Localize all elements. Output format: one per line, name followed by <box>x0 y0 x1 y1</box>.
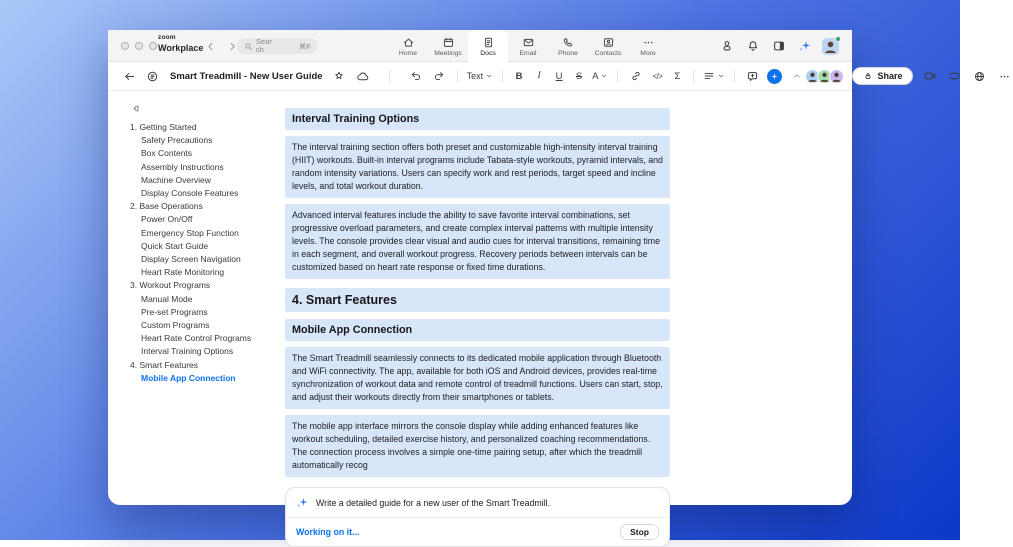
star-icon <box>333 70 345 82</box>
tab-phone[interactable]: Phone <box>548 30 588 62</box>
align-dropdown[interactable] <box>703 70 725 82</box>
code-button[interactable]: </> <box>652 71 663 81</box>
ai-companion-panel <box>285 487 670 547</box>
chevron-right-icon <box>227 41 238 52</box>
more-dots-icon <box>642 36 655 49</box>
font-color-dropdown[interactable]: A <box>592 71 608 82</box>
outline-sidebar <box>108 91 285 505</box>
global-search-input[interactable] <box>237 38 318 54</box>
brand-workplace-label: Workplace <box>158 42 204 53</box>
cloud-saved-button[interactable] <box>354 67 371 85</box>
share-button[interactable]: Share <box>852 67 913 85</box>
notifications-button[interactable] <box>744 37 761 55</box>
brand-zoom-label: zoom <box>158 34 176 41</box>
sidebar-item[interactable]: Mobile App Connection <box>141 372 236 383</box>
chevron-down-icon <box>485 72 493 80</box>
sidebar-item[interactable]: Display Console Features <box>141 188 239 199</box>
toolbar-right-group <box>805 67 1013 85</box>
insert-link-button[interactable] <box>627 67 644 85</box>
panel-toggle-icon <box>772 39 786 53</box>
sidebar-item[interactable]: Emergency Stop Function <box>141 227 239 238</box>
toolbar-separator <box>693 70 694 83</box>
ai-companion-button[interactable] <box>796 37 813 55</box>
ai-status-row <box>286 518 669 546</box>
doc-block-h2[interactable]: 4. Smart Features <box>285 288 670 312</box>
window-controls <box>121 42 157 50</box>
toolbar-separator <box>617 70 618 83</box>
sidebar-item[interactable]: Safety Precautions <box>141 135 213 146</box>
tab-docs[interactable]: Docs <box>468 30 508 62</box>
search-icon <box>244 42 253 51</box>
sidebar-item[interactable]: Box Contents <box>141 148 193 159</box>
collapse-panel-icon <box>130 103 141 114</box>
cloud-icon <box>356 70 369 83</box>
lock-icon <box>863 71 873 81</box>
search-shortcut: ⌘F <box>298 41 311 51</box>
redo-icon <box>433 70 445 82</box>
docs-app-icon <box>146 70 159 83</box>
title-bar <box>108 30 852 62</box>
back-button[interactable] <box>121 67 138 85</box>
bold-button[interactable]: B <box>515 70 523 82</box>
language-button[interactable] <box>971 67 988 85</box>
search-placeholder: Search <box>256 37 272 54</box>
calendar-icon <box>442 36 455 49</box>
ai-star-icon <box>770 72 779 81</box>
add-comment-button[interactable] <box>744 67 761 85</box>
sidebar-item[interactable]: Pre-set Programs <box>141 306 208 317</box>
sidebar-item[interactable]: 1. Getting Started <box>130 122 197 132</box>
doc-block-p[interactable]: The interval training section offers both preset and customizable high-intensity interval training (HIIT) workouts. Built-in interval programs include Tabata-style workouts, pyramid intervals, and random intensity variations. Users can specify work and rest periods, target speed and incline levels, and total workout duration. <box>285 136 670 198</box>
arrow-left-icon <box>123 70 136 83</box>
sidebar-item[interactable]: Heart Rate Control Programs <box>141 333 252 344</box>
tab-meetings[interactable]: Meetings <box>428 30 468 62</box>
globe-icon <box>973 70 986 83</box>
app-window <box>108 30 903 538</box>
doc-block-p[interactable]: The Smart Treadmill seamlessly connects to its dedicated mobile application through Bluetooth and WiFi connectivity. The app, available for both iOS and Android devices, provides real-time synchronization of workout data and remote control of treadmill functions. Users can start, stop, and adjust their workouts directly from their smartphones or tablets. <box>285 347 670 409</box>
document-icon <box>482 36 495 49</box>
sidebar-item[interactable]: 4. Smart Features <box>130 359 199 370</box>
toolbar-separator <box>502 70 503 83</box>
online-status-dot <box>835 36 841 42</box>
italic-button[interactable]: I <box>537 71 541 81</box>
underline-button[interactable]: U <box>555 70 563 82</box>
minimize-window-button[interactable] <box>135 42 143 50</box>
sidebar-item[interactable]: Assembly Instructions <box>141 161 224 172</box>
collapse-toolbar-button[interactable] <box>788 67 805 85</box>
more-options-button[interactable] <box>996 67 1013 85</box>
tab-email[interactable]: Email <box>508 30 548 62</box>
doc-blocks <box>285 108 670 477</box>
doc-block-p[interactable]: Advanced interval features include the ability to save favorite interval combinations, set progressive overload parameters, and create complex interval patterns with multiple intensity levels. The console provides clear visual and audio cues for interval transitions, remaining time in each segment, and overall workout progress. Recovery periods between intervals can be customized based on heart rate response or fixed time durations. <box>285 204 670 279</box>
align-left-icon <box>703 70 715 82</box>
chevron-down-icon <box>717 72 725 80</box>
tab-more[interactable]: More <box>628 30 668 62</box>
doc-block-h3[interactable]: Interval Training Options <box>285 108 670 130</box>
app-nav-tabs <box>388 30 668 62</box>
app-logo <box>158 35 203 53</box>
undo-button[interactable] <box>408 67 425 85</box>
envelope-icon <box>522 36 535 49</box>
sidebar-item[interactable]: Machine Overview <box>141 174 211 185</box>
ai-sparkle-icon <box>296 496 309 509</box>
ai-status-text: Working on it... <box>296 527 360 538</box>
sidebar-item[interactable]: Custom Programs <box>141 320 210 331</box>
favorite-button[interactable] <box>331 67 348 85</box>
chevron-up-icon <box>792 71 802 81</box>
document-toolbar <box>108 62 903 91</box>
history-back-button[interactable] <box>203 39 217 53</box>
equation-button[interactable]: Σ <box>674 70 681 82</box>
toolbar-separator <box>734 70 735 83</box>
collaborator-avatar[interactable] <box>829 69 844 84</box>
ai-sparkle-icon <box>798 39 812 53</box>
document-canvas[interactable] <box>285 91 670 538</box>
sidebar-item[interactable]: Heart Rate Monitoring <box>141 267 225 278</box>
strikethrough-button[interactable]: S <box>575 70 583 82</box>
assistant-button[interactable] <box>718 37 735 55</box>
toolbar-separator <box>457 70 458 83</box>
video-camera-icon <box>923 69 937 83</box>
toolbar-separator <box>389 70 390 83</box>
zoom-window-button[interactable] <box>149 42 157 50</box>
chat-button[interactable] <box>946 67 963 85</box>
chevron-left-icon <box>205 41 216 52</box>
collaborator-avatars <box>805 69 844 84</box>
sidebar-item[interactable]: 3. Workout Programs <box>130 280 211 291</box>
doc-block-h3[interactable]: Mobile App Connection <box>285 319 670 341</box>
more-dots-icon <box>998 70 1011 83</box>
contacts-icon <box>602 36 615 49</box>
bell-icon <box>746 39 760 53</box>
assistant-icon <box>720 39 734 53</box>
home-icon <box>402 36 415 49</box>
sidebar-outline <box>130 121 279 385</box>
undo-icon <box>410 70 422 82</box>
stop-generation-button[interactable]: Stop <box>620 524 659 540</box>
user-avatar[interactable] <box>822 38 839 55</box>
ai-prompt-text: Write a detailed guide for a new user of the Smart Treadmill. <box>316 497 551 508</box>
titlebar-right-actions <box>718 30 839 62</box>
chat-bubble-icon <box>948 70 961 83</box>
sidebar-item[interactable]: Power On/Off <box>141 214 193 225</box>
main-area <box>108 91 852 538</box>
doc-block-p[interactable]: The mobile app interface mirrors the console display while adding enhanced features like workout scheduling, detailed exercise history, and personalized coaching recommendations. The connection process involves a simple one-time pairing setup, after which the treadmill automatically recog <box>285 415 670 477</box>
sidebar-item[interactable]: Display Screen Navigation <box>141 254 241 265</box>
start-video-button[interactable] <box>921 67 938 85</box>
toolbar-left-group <box>121 67 805 85</box>
doc-title: Smart Treadmill - New User Guide <box>170 70 323 82</box>
phone-icon <box>562 36 575 49</box>
tab-contacts[interactable]: Contacts <box>588 30 628 62</box>
collapse-sidebar-button[interactable] <box>130 103 141 114</box>
sidebar-item[interactable]: Quick Start Guide <box>141 240 209 251</box>
avatar-person-icon <box>830 70 843 83</box>
chevron-down-icon <box>600 72 608 80</box>
sidebar-item[interactable]: 2. Base Operations <box>130 201 203 212</box>
sidebar-item[interactable]: Interval Training Options <box>141 346 234 357</box>
comment-plus-icon <box>746 70 759 83</box>
side-panel-toggle-button[interactable] <box>770 37 787 55</box>
redo-button[interactable] <box>431 67 448 85</box>
ai-prompt-row <box>286 488 669 517</box>
close-window-button[interactable] <box>121 42 129 50</box>
text-style-dropdown[interactable]: Text <box>467 71 494 81</box>
tab-home[interactable]: Home <box>388 30 428 62</box>
link-icon <box>630 70 642 82</box>
sidebar-item[interactable]: Manual Mode <box>141 293 193 304</box>
docs-app-button[interactable] <box>144 67 161 85</box>
ai-companion-doc-button[interactable] <box>767 69 782 84</box>
